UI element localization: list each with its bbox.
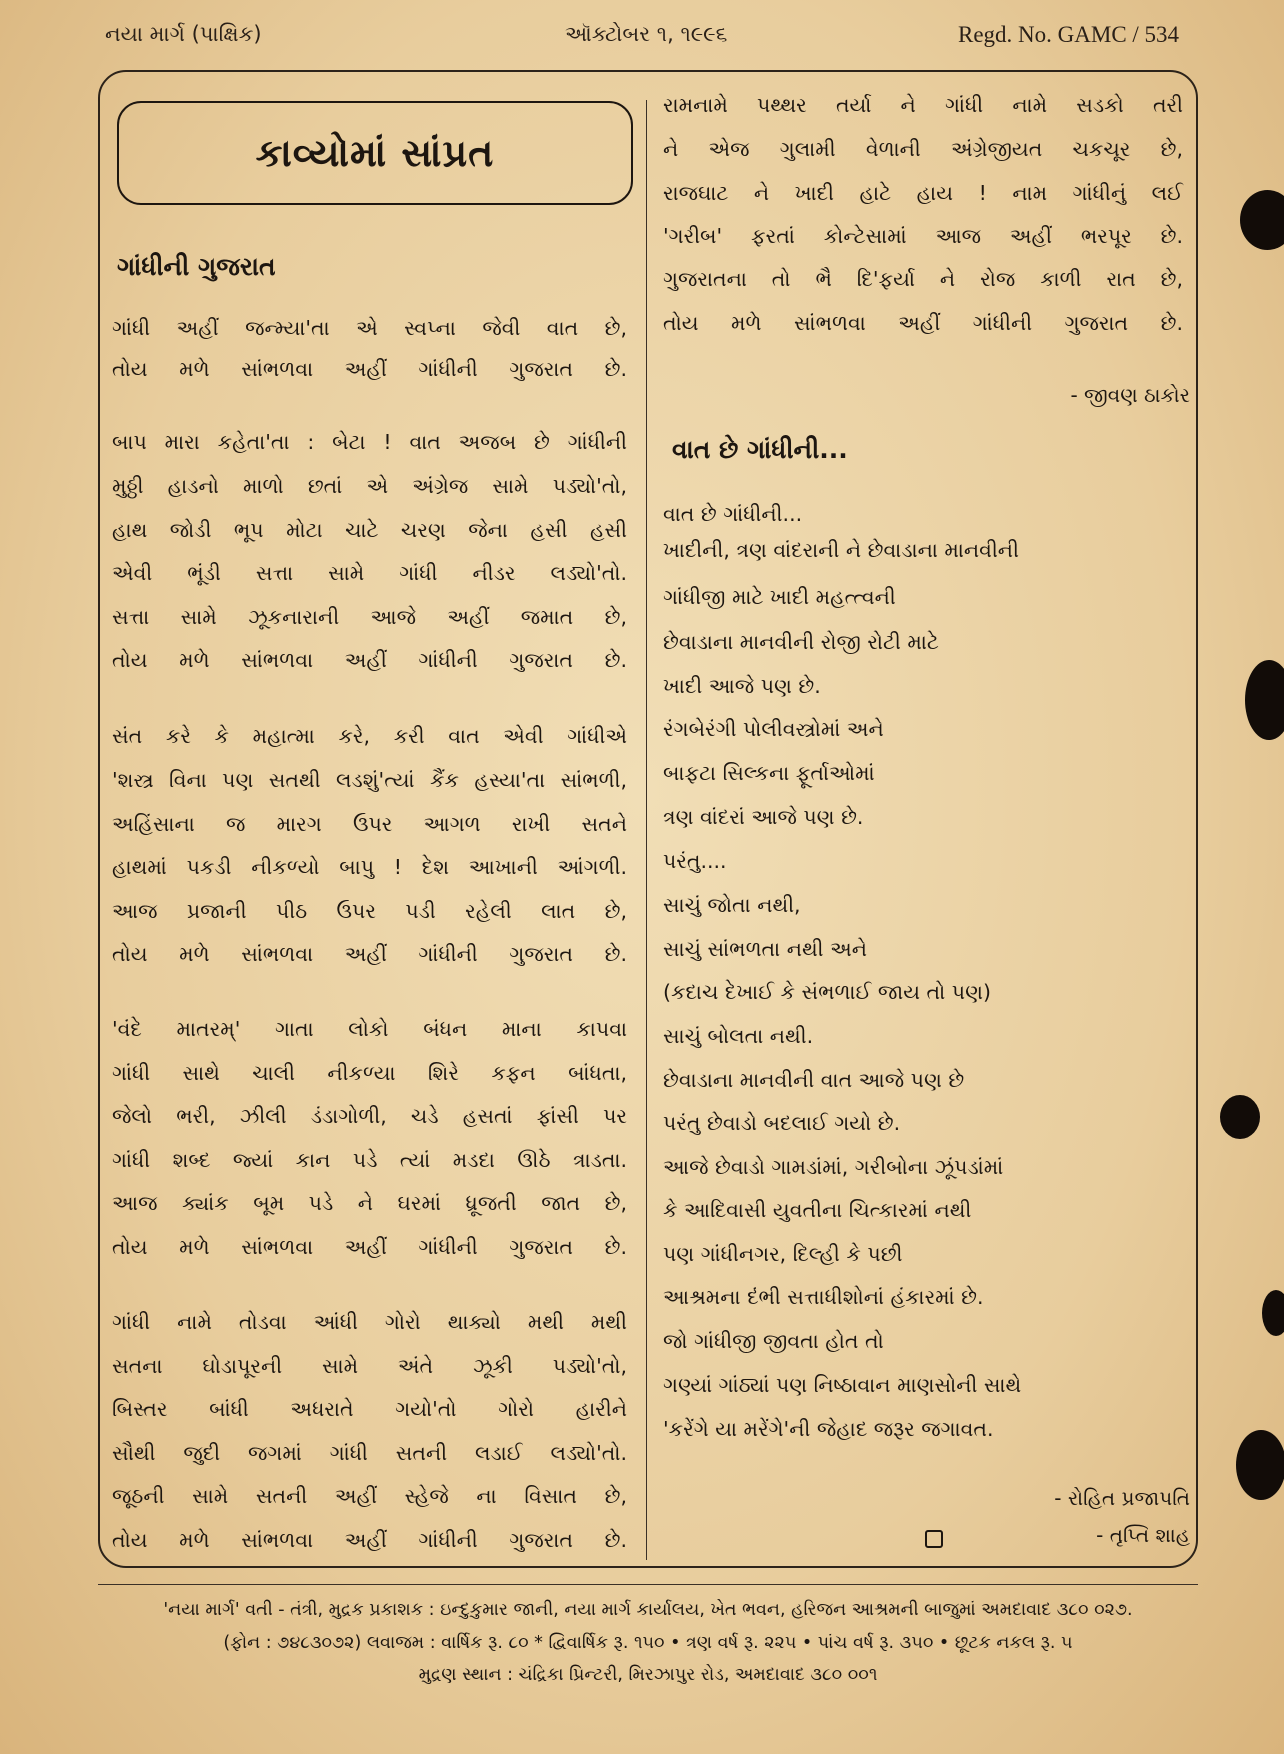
- poem-line: (કદાચ દેખાઈ કે સંભળાઈ જાય તો પણ): [663, 980, 991, 1004]
- poem-line: આજ ક્યાંક બૂમ પડે ને ઘરમાં ધ્રૂજતી જાત છે,: [112, 1191, 627, 1215]
- poem-line: રાજઘાટ ને ખાદી હાટે હાય ! નામ ગાંધીનું લઈ: [663, 181, 1183, 205]
- poem-line: તોય મળે સાંભળવા અહીં ગાંધીની ગુજરાત છે.: [112, 648, 627, 672]
- header-registration: Regd. No. GAMC / 534: [958, 22, 1180, 47]
- poem-line: સત્તા સામે ઝૂકનારાની આજે અહીં જમાત છે,: [112, 605, 627, 629]
- poem-line: જૂઠની સામે સતની અહીં સ્હેજે ના વિસાત છે,: [112, 1484, 627, 1508]
- poem-line: રંગબેરંગી પોલીવસ્ત્રોમાં અને: [663, 717, 884, 741]
- poem-line: આજે છેવાડો ગામડાંમાં, ગરીબોના ઝૂંપડાંમાં: [663, 1155, 1004, 1179]
- header-publication: નયા માર્ગ (પાક્ષિક): [105, 22, 262, 46]
- poem-line: છેવાડાના માનવીની વાત આજે પણ છે: [663, 1068, 965, 1092]
- poem-line: તોય મળે સાંભળવા અહીં ગાંધીની ગુજરાત છે.: [112, 1528, 627, 1552]
- poem-line: સાચું જોતા નથી,: [663, 893, 801, 917]
- end-of-article-mark: [925, 1530, 943, 1548]
- poem-line: સૌથી જુદી જગમાં ગાંધી સતની લડાઈ લડ્યો'તો.: [112, 1441, 627, 1465]
- footer-line-2: (ફોન : ૭૪૮૩૦૭૨) લવાજમ : વાર્ષિક રૂ. ૮૦ * દ્વિવાર્ષિક રૂ. ૧૫૦ • ત્રણ વર્ષ રૂ. ૨૨૫ • પાંચ વર્ષ રૂ. ૩૫૦ • છૂટક નકલ રૂ. ૫: [223, 1633, 1073, 1653]
- poem-line: ખાદીની, ત્રણ વાંદરાની ને છેવાડાના માનવીની: [663, 538, 1019, 562]
- poem-line: પરંતુ....: [663, 849, 727, 873]
- poem-line: ગાંધી શબ્દ જ્યાં કાન પડે ત્યાં મડદા ઊઠે ત્રાડતા.: [112, 1148, 627, 1172]
- poem-line: અહિંસાના જ મારગ ઉપર આગળ રાખી સતને: [112, 812, 627, 836]
- poem-line: રામનામે પથ્થર તર્યા ને ગાંધી નામે સડકો તરી: [663, 93, 1183, 117]
- poem2-author-1: - રોહિત પ્રજાપતિ: [1054, 1486, 1190, 1510]
- page-title: કાવ્યોમાં સાંપ્રત: [255, 130, 495, 175]
- poem-line: મુઠ્ઠી હાડનો માળો છતાં એ અંગ્રેજ સામે પડ્યો'તો,: [112, 474, 627, 498]
- paper-damage-mark: [1262, 1290, 1284, 1336]
- poem-line: બાફટા સિલ્કના ફૂર્તાઓમાં: [663, 761, 875, 785]
- column-divider: [646, 100, 647, 1560]
- poem-line: ગાંધી અહીં જન્મ્યા'તા એ સ્વપ્ના જેવી વાત છે,: [112, 316, 627, 340]
- poem-line: જો ગાંધીજી જીવતા હોત તો: [663, 1329, 884, 1353]
- poem-line: ત્રણ વાંદરાં આજે પણ છે.: [663, 805, 864, 829]
- paper-damage-mark: [1220, 1095, 1260, 1139]
- poem-line: ગણ્યાં ગાંઠ્યાં પણ નિષ્ઠાવાન માણસોની સાથે: [663, 1373, 1022, 1397]
- poem-line: એવી ભૂંડી સત્તા સામે ગાંધી નીડર લડ્યો'તો.: [112, 561, 627, 585]
- poem-line: સાચું સાંભળતા નથી અને: [663, 937, 867, 961]
- poem-line: બાપ મારા કહેતા'તા : બેટા ! વાત અજબ છે ગાંધીની: [112, 430, 627, 454]
- header-date: ઑક્ટોબર ૧, ૧૯૯૬: [565, 22, 728, 46]
- poem-line: 'વંદે માતરમ્' ગાતા લોકો બંધન માના કાપવા: [112, 1017, 627, 1041]
- poem-line: ગાંધીજી માટે ખાદી મહત્ત્વની: [663, 585, 896, 609]
- poem-line: બિસ્તર બાંધી અધરાતે ગયો'તો ગોરો હારીને: [112, 1397, 627, 1421]
- poem-line: વાત છે ગાંધીની...: [663, 502, 803, 526]
- poem-line: છેવાડાના માનવીની રોજી રોટી માટે: [663, 630, 939, 654]
- footer-divider: [98, 1584, 1198, 1585]
- poem-line: તોય મળે સાંભળવા અહીં ગાંધીની ગુજરાત છે.: [112, 1235, 627, 1259]
- poem-line: ને એજ ગુલામી વેળાની અંગ્રેજીયત ચકચૂર છે,: [663, 137, 1183, 161]
- poem2-heading: વાત છે ગાંધીની...: [672, 435, 848, 464]
- paper-damage-mark: [1245, 660, 1284, 740]
- poem-line: તોય મળે સાંભળવા અહીં ગાંધીની ગુજરાત છે.: [112, 357, 627, 381]
- poem-line: સાચું બોલતા નથી.: [663, 1024, 814, 1048]
- poem-line: 'કરેંગે યા મરેંગે'ની જેહાદ જરૂર જગાવત.: [663, 1417, 994, 1441]
- poem-line: તોય મળે સાંભળવા અહીં ગાંધીની ગુજરાત છે.: [112, 942, 627, 966]
- paper-damage-mark: [1240, 190, 1284, 250]
- poem-line: ગાંધી નામે તોડવા આંધી ગોરો થાક્યો મથી મથી: [112, 1310, 627, 1334]
- poem-line: પરંતુ છેવાડો બદલાઈ ગયો છે.: [663, 1111, 901, 1135]
- poem-line: 'શસ્ત્ર વિના પણ સતથી લડશું'ત્યાં કૈંક હસ્યા'તા સાંભળી,: [112, 768, 627, 792]
- poem-line: આજ પ્રજાની પીઠ ઉપર પડી રહેલી લાત છે,: [112, 899, 627, 923]
- poem-line: ગાંધી સાથે ચાલી નીકળ્યા શિરે કફન બાંધતા,: [112, 1061, 627, 1085]
- poem-line: જેલો ભરી, ઝીલી ડંડાગોળી, ચડે હસતાં ફાંસી પર: [112, 1104, 627, 1128]
- poem2-author-2: - તૃપ્તિ શાહ: [1096, 1523, 1190, 1547]
- poem-line: ખાદી આજે પણ છે.: [663, 674, 821, 698]
- poem-line: કે આદિવાસી યુવતીના ચિત્કારમાં નથી: [663, 1198, 972, 1222]
- footer-line-3: મુદ્રણ સ્થાન : ચંદ્રિકા પ્રિન્ટરી, મિરઝાપુર રોડ, અમદાવાદ ૩૮૦ ૦૦૧: [418, 1665, 878, 1685]
- paper-damage-mark: [1236, 1430, 1284, 1500]
- poem-line: પણ ગાંધીનગર, દિલ્હી કે પછી: [663, 1242, 903, 1266]
- poem-line: 'ગરીબ' ફરતાં કોન્ટેસામાં આજ અહીં ભરપૂર છે.: [663, 224, 1183, 248]
- poem-line: સંત કરે કે મહાત્મા કરે, કરી વાત એવી ગાંધીએ: [112, 724, 627, 748]
- poem-line: હાથ જોડી ભૂપ મોટા ચાટે ચરણ જેના હસી હસી: [112, 518, 627, 542]
- poem1-author: - જીવણ ઠાકોર: [1070, 383, 1190, 407]
- poem-line: તોય મળે સાંભળવા અહીં ગાંધીની ગુજરાત છે.: [663, 311, 1183, 335]
- footer-line-1: 'નયા માર્ગ' વતી - તંત્રી, મુદ્રક પ્રકાશક : ઇન્દુકુમાર જાની, નયા માર્ગ કાર્યાલય, ખેત ભવન, હરિજન આશ્રમની બાજુમાં અમદાવાદ ૩૮૦ ૦૨૭.: [163, 1600, 1133, 1620]
- poem-line: સતના ઘોડાપૂરની સામે અંતે ઝૂકી પડ્યો'તો,: [112, 1354, 627, 1378]
- poem1-heading: ગાંધીની ગુજરાત: [117, 252, 276, 281]
- poem-line: આશ્રમના દંભી સત્તાધીશોનાં હંકારમાં છે.: [663, 1285, 984, 1309]
- title-box: [117, 101, 633, 205]
- poem-line: હાથમાં પકડી નીકળ્યો બાપુ ! દેશ આખાની આંગળી.: [112, 855, 627, 879]
- poem-line: ગુજરાતના તો ભૈ દિ'ફર્યા ને રોજ કાળી રાત છે,: [663, 267, 1183, 291]
